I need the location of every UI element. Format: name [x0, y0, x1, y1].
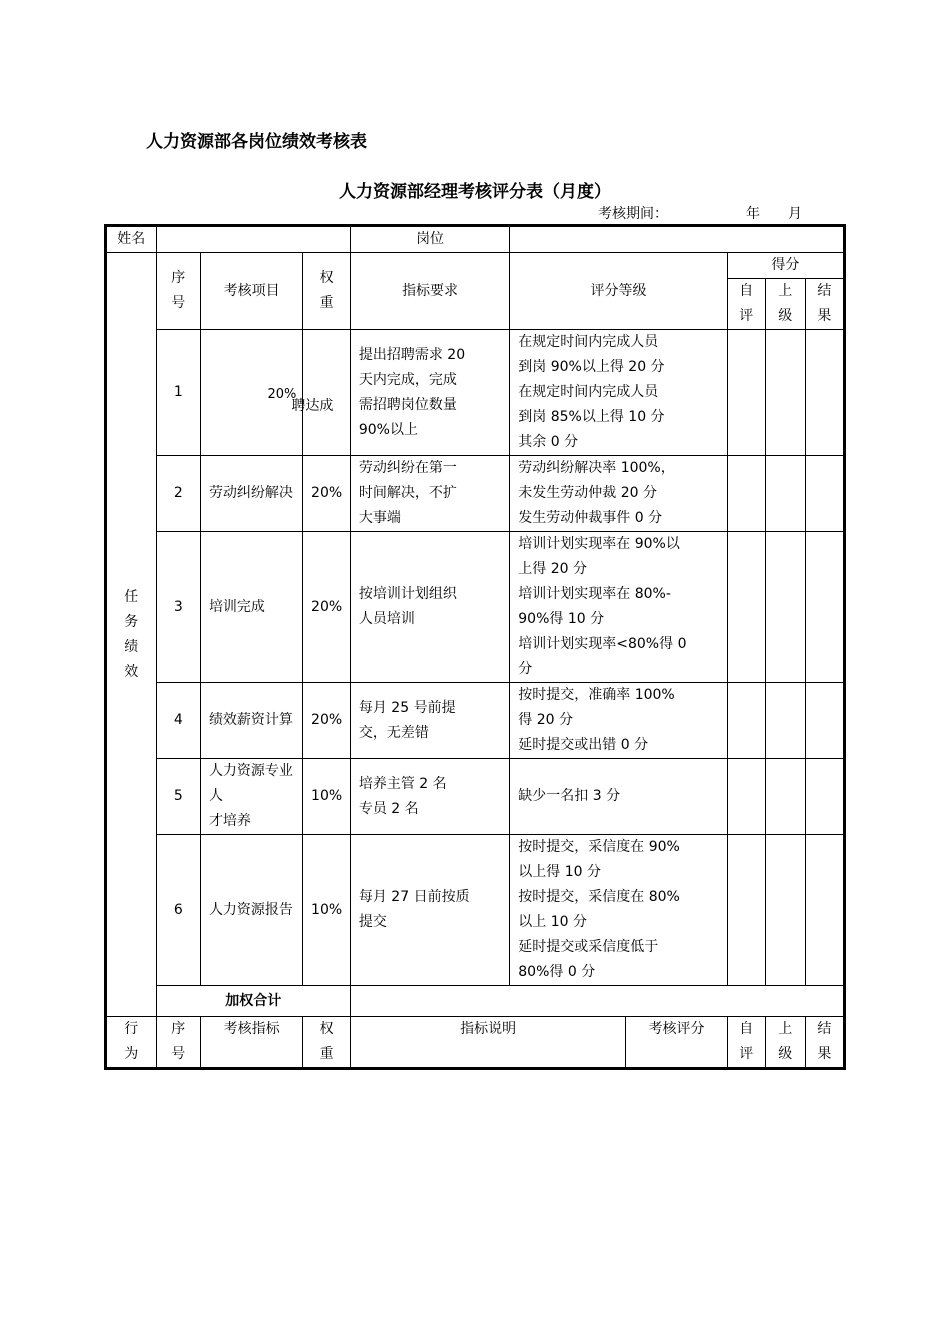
document-title: 人力资源部各岗位绩效考核表	[146, 132, 367, 152]
behavior-col-score: 考核评分	[626, 1017, 727, 1068]
weighted-total-label: 加权合计	[156, 986, 350, 1017]
behavior-col-superior: 上 级	[765, 1017, 805, 1068]
row-grading: 按时提交，准确率 100% 得 20 分 延时提交或出错 0 分	[510, 683, 727, 759]
row-weight-cell	[291, 330, 351, 456]
name-field[interactable]	[156, 227, 350, 253]
row-superior-score[interactable]	[765, 759, 805, 835]
col-superior: 上 级	[765, 279, 805, 330]
assessment-table	[104, 224, 846, 1070]
table-row	[107, 330, 844, 456]
col-score: 得分	[727, 253, 843, 279]
row-grading: 培训计划实现率在 90%以 上得 20 分 培训计划实现率在 80%- 90%得 10 分 培训计划实现率<80%得 0 分	[510, 532, 727, 683]
row-seq: 4	[156, 683, 200, 759]
period-year: 年	[746, 206, 760, 222]
row-seq: 2	[156, 456, 200, 532]
row-result-score[interactable]	[805, 330, 843, 456]
position-field[interactable]	[510, 227, 844, 253]
row-superior-score[interactable]	[765, 456, 805, 532]
table-row	[107, 683, 844, 759]
row-item	[200, 330, 302, 456]
table-row	[107, 835, 844, 986]
row-weight: 10%	[303, 759, 351, 835]
row-result-score[interactable]	[805, 683, 843, 759]
row-seq: 1	[156, 330, 200, 456]
behavior-col-seq: 序 号	[156, 1017, 200, 1068]
row-weight: 20%	[303, 532, 351, 683]
name-label: 姓名	[107, 227, 157, 253]
row-self-score[interactable]	[727, 456, 765, 532]
row-grading: 按时提交，采信度在 90% 以上得 10 分 按时提交，采信度在 80% 以上 10 分 延时提交或采信度低于 80%得 0 分	[510, 835, 727, 986]
row-item: 人力资源专业人 才培养	[200, 759, 302, 835]
row-requirement: 每月 25 号前提 交，无差错	[350, 683, 509, 759]
col-requirement: 指标要求	[350, 253, 509, 330]
row-self-score[interactable]	[727, 835, 765, 986]
position-label: 岗位	[350, 227, 509, 253]
weighted-total-value[interactable]	[350, 986, 843, 1017]
assessment-period	[598, 203, 802, 223]
row-item: 培训完成	[200, 532, 302, 683]
row-weight: 20%	[303, 456, 351, 532]
period-label: 考核期间：	[598, 206, 668, 222]
row-result-score[interactable]	[805, 532, 843, 683]
section-behavior: 行 为	[107, 1017, 157, 1068]
behavior-col-description: 指标说明	[350, 1017, 626, 1068]
col-self: 自 评	[727, 279, 765, 330]
table-row	[107, 456, 844, 532]
table-row	[107, 759, 844, 835]
row-superior-score[interactable]	[765, 532, 805, 683]
col-seq: 序 号	[156, 253, 200, 330]
row-grading: 在规定时间内完成人员 到岗 90%以上得 20 分 在规定时间内完成人员 到岗 85%以上得 10 分 其余 0 分	[510, 330, 727, 456]
row-grading: 劳动纠纷解决率 100%， 未发生劳动仲裁 20 分 发生劳动仲裁事件 0 分	[510, 456, 727, 532]
behavior-col-self: 自 评	[727, 1017, 765, 1068]
behavior-col-indicator: 考核指标	[200, 1017, 302, 1068]
row-result-score[interactable]	[805, 759, 843, 835]
row-requirement: 培养主管 2 名 专员 2 名	[350, 759, 509, 835]
row-seq: 3	[156, 532, 200, 683]
row-result-score[interactable]	[805, 835, 843, 986]
row-superior-score[interactable]	[765, 835, 805, 986]
row-seq: 6	[156, 835, 200, 986]
row-grading: 缺少一名扣 3 分	[510, 759, 727, 835]
behavior-col-result: 结 果	[805, 1017, 843, 1068]
row-self-score[interactable]	[727, 759, 765, 835]
row-requirement: 劳动纠纷在第一 时间解决，不扩 大事端	[350, 456, 509, 532]
row-self-score[interactable]	[727, 330, 765, 456]
row-superior-score[interactable]	[765, 683, 805, 759]
row-requirement: 按培训计划组织 人员培训	[350, 532, 509, 683]
col-weight: 权 重	[303, 253, 351, 330]
row-item-text: 聘达成	[291, 398, 334, 414]
row-requirement: 提出招聘需求 20 天内完成，完成 需招聘岗位数量 90%以上	[350, 330, 509, 456]
row-result-score[interactable]	[805, 456, 843, 532]
row-weight: 20%	[267, 387, 297, 402]
section-task-performance: 任 务 绩 效	[107, 253, 157, 1017]
row-weight: 10%	[303, 835, 351, 986]
row-self-score[interactable]	[727, 683, 765, 759]
row-requirement: 每月 27 日前按质 提交	[350, 835, 509, 986]
row-self-score[interactable]	[727, 532, 765, 683]
period-month: 月	[788, 206, 802, 222]
table-row	[107, 532, 844, 683]
row-item: 劳动纠纷解决	[200, 456, 302, 532]
col-item: 考核项目	[200, 253, 302, 330]
table-title: 人力资源部经理考核评分表（月度）	[339, 182, 611, 202]
row-weight: 20%	[303, 683, 351, 759]
row-superior-score[interactable]	[765, 330, 805, 456]
row-item: 人力资源报告	[200, 835, 302, 986]
row-item: 绩效薪资计算	[200, 683, 302, 759]
col-result: 结 果	[805, 279, 843, 330]
behavior-col-weight: 权 重	[303, 1017, 351, 1068]
col-grading: 评分等级	[510, 253, 727, 330]
row-seq: 5	[156, 759, 200, 835]
